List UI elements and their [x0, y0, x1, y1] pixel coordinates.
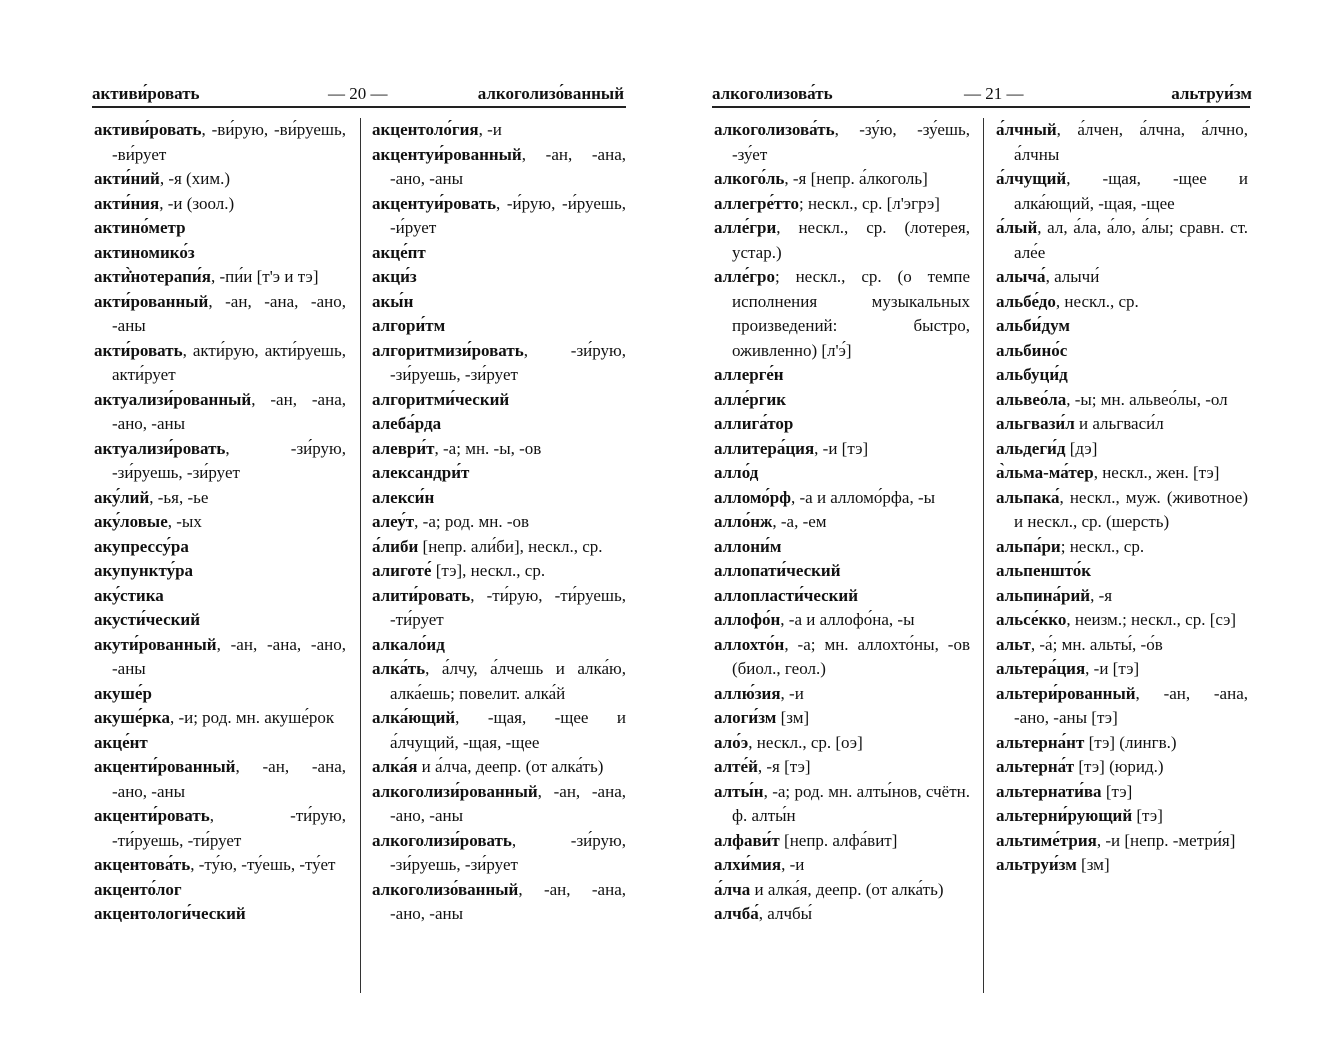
entry-headword: аллони́м: [714, 536, 782, 556]
entry-headword: а́лчущий: [996, 169, 1067, 188]
entry-definition: , -и; род. мн. акуше́рок: [169, 708, 335, 727]
entry-definition: , -ья, -ье: [149, 487, 209, 507]
running-header: [712, 82, 1252, 106]
entry-headword: альтерни́рующий: [996, 806, 1133, 825]
entry-headword: актуализи́ровать: [94, 438, 226, 458]
entry-definition: [зм]: [1076, 855, 1110, 874]
entry-headword: альтернати́ва: [996, 781, 1102, 801]
dictionary-entry: [996, 755, 1248, 780]
entry-headword: алломо́рф: [714, 487, 791, 507]
entry-headword: алкоголизо́ванный: [372, 879, 519, 899]
entry-headword: акцентуи́ровать: [372, 193, 496, 213]
header-rule: [92, 106, 626, 108]
dictionary-entry: [714, 118, 970, 167]
entry-headword: алгори́тм: [372, 316, 446, 335]
dictionary-entry: [996, 853, 1248, 878]
entry-definition: и альгваси́л: [1074, 414, 1164, 433]
entry-definition: , нескл., жен. [тэ]: [1093, 463, 1220, 482]
dictionary-entry: [372, 559, 626, 584]
entry-definition: , -ти́рую, -ти́руешь, -ти́рует: [112, 806, 346, 850]
entry-headword: альт: [996, 634, 1031, 654]
dictionary-entry: [714, 559, 970, 584]
entry-headword: алка́ть: [372, 659, 426, 678]
entry-headword: ало́э: [714, 732, 749, 752]
dictionary-entry: [94, 731, 346, 756]
entry-headword: акцентуи́рованный: [372, 144, 522, 164]
dictionary-entry: [714, 535, 970, 560]
entry-headword: алгоритми́ческий: [372, 389, 510, 409]
entry-headword: акти́рованный: [94, 291, 209, 311]
dictionary-entry: [996, 314, 1248, 339]
column-divider: [360, 118, 361, 993]
entry-definition: и алка́я, деепр. (от алка́ть): [750, 879, 944, 899]
dictionary-entry: [714, 388, 970, 413]
entry-headword: алоги́зм: [714, 708, 777, 727]
entry-definition: , -ту́ю, -ту́ешь, -ту́ет: [190, 855, 336, 874]
entry-definition: , -ых: [167, 512, 202, 531]
dictionary-entry: [714, 682, 970, 707]
entry-headword: альпака́: [996, 487, 1060, 507]
column-right: [996, 118, 1248, 878]
entry-definition: [зм]: [776, 708, 810, 727]
entry-headword: акупункту́ра: [94, 561, 194, 580]
dictionary-entry: [714, 731, 970, 756]
dictionary-entry: [372, 192, 626, 241]
dictionary-entry: [372, 314, 626, 339]
entry-headword: аллопати́ческий: [714, 561, 841, 580]
entry-headword: алити́ровать: [372, 585, 471, 605]
entry-headword: актино́метр: [94, 218, 186, 237]
entry-definition: , -и [тэ]: [1085, 659, 1140, 678]
running-header: [92, 82, 624, 106]
entry-definition: , -а и аллофо́на, -ы: [780, 610, 915, 629]
entry-headword: акы́н: [372, 291, 414, 311]
dictionary-entry: [94, 265, 346, 290]
entry-headword: активи́ровать: [94, 120, 202, 139]
entry-headword: алкого́ль: [714, 169, 785, 188]
entry-headword: а̀льма-ма́тер: [996, 463, 1094, 482]
dictionary-entry: [996, 290, 1248, 315]
dictionary-entry: [94, 633, 346, 682]
entry-headword: альвео́ла: [996, 389, 1067, 409]
entry-definition: [непр. алфа́вит]: [779, 830, 898, 850]
entry-definition: , -и: [781, 855, 805, 874]
entry-headword: алле́ргик: [714, 389, 787, 409]
entry-headword: акуше́р: [94, 683, 152, 703]
entry-definition: , а́лчу, а́лчешь и алка́ю, алка́ешь; повелит. алка́й: [390, 659, 626, 703]
entry-headword: алло́нж: [714, 512, 773, 531]
dictionary-entry: [372, 535, 626, 560]
dictionary-entry: [372, 755, 626, 780]
entry-headword: аллегре́тто: [714, 193, 799, 213]
entry-headword: алиготе́: [372, 561, 432, 580]
entry-headword: алле́гро: [714, 267, 775, 286]
entry-definition: , -ан, -ана, -ано, -аны [тэ]: [1014, 683, 1248, 727]
entry-headword: алка́я: [372, 757, 418, 776]
entry-headword: алчба́: [714, 904, 759, 923]
entry-headword: аку́лий: [94, 487, 150, 507]
entry-definition: , -я [тэ]: [757, 757, 811, 776]
dictionary-entry: [372, 143, 626, 192]
entry-headword: алты́н: [714, 781, 764, 801]
entry-definition: [тэ], нескл., ср.: [431, 561, 546, 580]
dictionary-entry: [372, 878, 626, 927]
dictionary-entry: [714, 633, 970, 682]
entry-headword: алеба́рда: [372, 414, 442, 433]
dictionary-entry: [372, 780, 626, 829]
dictionary-entry: [714, 486, 970, 511]
entry-definition: , алчбы́: [758, 904, 813, 923]
entry-headword: альтиме́трия: [996, 830, 1097, 850]
entry-headword: а́лчный: [996, 120, 1057, 139]
dictionary-entry: [714, 437, 970, 462]
entry-definition: , -и: [478, 120, 502, 139]
entry-definition: , -зи́рую, -зи́руешь, -зи́рует: [390, 830, 626, 874]
header-last-word: алкоголизо́ванный: [477, 84, 624, 103]
entry-headword: алка́ющий: [372, 708, 456, 727]
column-divider: [983, 118, 984, 993]
entry-headword: алкоголизи́рованный: [372, 781, 538, 801]
entry-definition: , -ан, -ана, -ано, -аны: [390, 879, 626, 923]
entry-definition: , -а; мн. аллохто́ны, -ов (биол., геол.): [732, 634, 970, 678]
dictionary-entry: [94, 608, 346, 633]
dictionary-entry: [996, 559, 1248, 584]
dictionary-entry: [372, 633, 626, 658]
dictionary-entry: [94, 682, 346, 707]
entry-definition: , нескл., ср.: [1055, 291, 1139, 311]
entry-headword: аллитера́ция: [714, 438, 815, 458]
entry-headword: акти́ний: [94, 169, 160, 188]
entry-headword: альгвази́л: [996, 414, 1075, 433]
dictionary-entry: [372, 461, 626, 486]
dictionary-entry: [372, 584, 626, 633]
entry-headword: акце́нт: [94, 732, 148, 752]
entry-definition: и а́лча, деепр. (от алка́ть): [417, 757, 604, 776]
entry-headword: акусти́ческий: [94, 610, 200, 629]
dictionary-entry: [94, 241, 346, 266]
column-left: [94, 118, 346, 927]
entry-headword: акценти́ровать: [94, 806, 210, 825]
entry-headword: акценто́лог: [94, 879, 182, 899]
dictionary-entry: [714, 584, 970, 609]
dictionary-entry: [94, 535, 346, 560]
entry-headword: алхи́мия: [714, 855, 782, 874]
dictionary-entry: [996, 339, 1248, 364]
entry-definition: , -я [непр. а́лкоголь]: [784, 169, 928, 188]
dictionary-entry: [94, 853, 346, 878]
dictionary-entry: [94, 706, 346, 731]
dictionary-entry: [372, 437, 626, 462]
entry-headword: алле́гри: [714, 218, 777, 237]
entry-headword: альтерна́нт: [996, 732, 1085, 752]
dictionary-entry: [94, 339, 346, 388]
entry-headword: аллохто́н: [714, 634, 785, 654]
entry-headword: акупрессу́ра: [94, 536, 189, 556]
dictionary-entry: [94, 167, 346, 192]
dictionary-entry: [996, 412, 1248, 437]
dictionary-entry: [714, 608, 970, 633]
dictionary-entry: [996, 388, 1248, 413]
dictionary-entry: [996, 486, 1248, 535]
entry-headword: аку́ловые: [94, 512, 168, 531]
dictionary-entry: [714, 706, 970, 731]
entry-headword: актиномико́з: [94, 242, 195, 262]
entry-definition: , алычи́: [1045, 267, 1100, 286]
entry-headword: алфави́т: [714, 830, 780, 850]
entry-headword: акти́ровать: [94, 340, 183, 360]
page-left: [0, 0, 660, 1045]
dictionary-entry: [714, 363, 970, 388]
entry-definition: , -зу́ю, -зу́ешь, -зу́ет: [732, 120, 970, 164]
entry-definition: , -и́рую, -и́руешь, -и́рует: [390, 193, 626, 237]
dictionary-entry: [996, 437, 1248, 462]
dictionary-entry: [94, 118, 346, 167]
entry-headword: альби́дум: [996, 316, 1070, 335]
entry-headword: акути́рованный: [94, 634, 217, 654]
entry-headword: алкало́ид: [372, 634, 445, 654]
dictionary-entry: [94, 216, 346, 241]
entry-headword: алкоголизи́ровать: [372, 830, 512, 850]
dictionary-entry: [372, 657, 626, 706]
column-right: [372, 118, 626, 927]
entry-headword: алте́й: [714, 757, 758, 776]
dictionary-entry: [996, 829, 1248, 854]
dictionary-entry: [996, 216, 1248, 265]
dictionary-entry: [94, 878, 346, 903]
dictionary-entry: [996, 535, 1248, 560]
entry-definition: , нескл., ср. (лотерея, устар.): [732, 218, 970, 262]
dictionary-entry: [714, 510, 970, 535]
entry-headword: аллю́зия: [714, 683, 781, 703]
entry-headword: альтера́ция: [996, 659, 1086, 678]
dictionary-entry: [94, 290, 346, 339]
dictionary-entry: [996, 584, 1248, 609]
dictionary-entry: [996, 118, 1248, 167]
entry-definition: , -а; мн. -ы, -ов: [434, 438, 542, 458]
dictionary-entry: [372, 829, 626, 878]
entry-definition: , -и (зоол.): [159, 193, 235, 213]
dictionary-entry: [94, 192, 346, 217]
dictionary-entry: [996, 265, 1248, 290]
entry-headword: акуше́рка: [94, 708, 170, 727]
entry-definition: , акти́рую, акти́руешь, акти́рует: [112, 340, 346, 384]
entry-definition: [тэ]: [1101, 781, 1133, 801]
dictionary-entry: [714, 216, 970, 265]
entry-headword: аллопласти́ческий: [714, 585, 859, 605]
dictionary-entry: [996, 804, 1248, 829]
dictionary-entry: [714, 902, 970, 927]
entry-definition: , -я (хим.): [159, 169, 230, 188]
entry-definition: , а́лчен, а́лчна, а́лчно, а́лчны: [1014, 120, 1248, 164]
header-first-word: алкоголизова́ть: [712, 84, 833, 103]
dictionary-entry: [94, 584, 346, 609]
entry-headword: а́лый: [996, 218, 1038, 237]
entry-definition: [тэ] (лингв.): [1084, 732, 1177, 752]
entry-definition: , -зи́рую, -зи́руешь, -зи́рует: [390, 340, 626, 384]
dictionary-entry: [372, 486, 626, 511]
entry-headword: алекси́н: [372, 487, 435, 507]
entry-definition: , -щая, -щее и а́лчущий, -щая, -щее: [390, 708, 626, 752]
entry-definition: , -а́; мн. альты́, -о́в: [1030, 634, 1163, 654]
dictionary-entry: [714, 265, 970, 363]
dictionary-entry: [714, 878, 970, 903]
page-right: [690, 0, 1340, 1045]
dictionary-entry: [94, 902, 346, 927]
entry-definition: , -ан, -ана, -ано, -аны: [112, 757, 346, 801]
entry-headword: альпа́ри: [996, 536, 1061, 556]
header-last-word: альтруи́зм: [1171, 84, 1252, 103]
entry-definition: ; нескл., ср. [л'эгрэ]: [798, 193, 940, 213]
dictionary-entry: [714, 167, 970, 192]
entry-definition: , -я: [1090, 585, 1113, 605]
dictionary-entry: [372, 339, 626, 388]
entry-headword: альсе́кко: [996, 610, 1067, 629]
entry-definition: , -ан, -ана, -ано, -аны: [390, 781, 626, 825]
dictionary-entry: [996, 167, 1248, 216]
entry-headword: альпеншто́к: [996, 561, 1092, 580]
dictionary-entry: [996, 731, 1248, 756]
entry-definition: , -а, -ем: [772, 512, 827, 531]
dictionary-entry: [94, 437, 346, 486]
dictionary-entry: [372, 412, 626, 437]
entry-headword: альбе́до: [996, 291, 1056, 311]
dictionary-entry: [714, 755, 970, 780]
dictionary-entry: [714, 829, 970, 854]
entry-headword: аллига́тор: [714, 414, 794, 433]
dictionary-entry: [372, 388, 626, 413]
entry-definition: , -зи́рую, -зи́руешь, -зи́рует: [112, 438, 346, 482]
entry-definition: , -ан, -ана, -ано, -аны: [112, 291, 346, 335]
entry-headword: акце́пт: [372, 242, 426, 262]
dictionary-entry: [372, 241, 626, 266]
dictionary-entry: [94, 804, 346, 853]
page-number: — 20 —: [328, 84, 388, 103]
entry-definition: , нескл., ср. [оэ]: [748, 732, 863, 752]
header-rule: [712, 106, 1250, 108]
dictionary-entry: [94, 559, 346, 584]
dictionary-entry: [372, 706, 626, 755]
entry-definition: , -ви́рую, -ви́руешь, -ви́рует: [112, 120, 346, 164]
dictionary-entry: [996, 780, 1248, 805]
entry-headword: акци́з: [372, 267, 417, 286]
entry-headword: алло́д: [714, 463, 759, 482]
entry-definition: , -и [непр. -метри́я]: [1096, 830, 1236, 850]
dictionary-entry: [372, 265, 626, 290]
entry-headword: аллофо́н: [714, 610, 781, 629]
entry-headword: алгоритмизи́ровать: [372, 340, 524, 360]
dictionary-entry: [94, 510, 346, 535]
entry-definition: , -пи́и [т'э и тэ]: [210, 267, 319, 286]
entry-headword: акценти́рованный: [94, 757, 236, 776]
dictionary-entry: [996, 682, 1248, 731]
entry-headword: аку́стика: [94, 585, 164, 605]
entry-definition: , неизм.; нескл., ср. [сэ]: [1066, 610, 1237, 629]
header-first-word: активи́ровать: [92, 84, 200, 103]
entry-headword: александри́т: [372, 463, 470, 482]
dictionary-entry: [372, 118, 626, 143]
entry-headword: альдеги́д: [996, 438, 1066, 458]
entry-headword: альпина́рий: [996, 585, 1091, 605]
entry-definition: , -и: [780, 683, 804, 703]
entry-headword: акцентова́ть: [94, 855, 191, 874]
dictionary-entry: [714, 853, 970, 878]
dictionary-entry: [996, 633, 1248, 658]
dictionary-entry: [714, 412, 970, 437]
dictionary-entry: [996, 363, 1248, 388]
entry-definition: , -ан, -ана, -ано, -аны: [112, 389, 346, 433]
entry-definition: ; нескл., ср. (о темпе исполнения музыкальных произведений: быстро, оживленно) [л'э́]: [732, 267, 970, 360]
entry-definition: , -ы; мн. альвео́лы, -ол: [1066, 389, 1228, 409]
entry-headword: аллерге́н: [714, 365, 784, 384]
dictionary-entry: [94, 755, 346, 804]
dictionary-entry: [94, 486, 346, 511]
dictionary-entry: [714, 780, 970, 829]
entry-definition: , -ан, -ана, -ано, -аны: [390, 144, 626, 188]
entry-headword: алеври́т: [372, 438, 435, 458]
entry-headword: альтери́рованный: [996, 683, 1136, 703]
entry-definition: , -ан, -ана, -ано, -аны: [112, 634, 346, 678]
dictionary-entry: [372, 290, 626, 315]
entry-headword: актуализи́рованный: [94, 389, 252, 409]
entry-headword: альбино́с: [996, 340, 1068, 360]
entry-definition: [тэ] (юрид.): [1074, 757, 1164, 776]
entry-definition: , -ти́рую, -ти́руешь, -ти́рует: [390, 585, 626, 629]
entry-definition: [дэ]: [1065, 438, 1098, 458]
column-left: [714, 118, 970, 927]
entry-definition: , нескл., муж. (животное) и нескл., ср. (шерсть): [1014, 487, 1248, 531]
entry-definition: , ал, а́ла, а́ло, а́лы; сравн. ст. але́е: [1014, 218, 1248, 262]
entry-headword: альтруи́зм: [996, 855, 1077, 874]
entry-definition: , -а; род. мн. -ов: [414, 512, 530, 531]
entry-definition: , -и [тэ]: [814, 438, 869, 458]
entry-definition: [тэ]: [1132, 806, 1163, 825]
entry-definition: ; нескл., ср.: [1060, 536, 1145, 556]
entry-definition: , -щая, -щее и алка́ющий, -щая, -щее: [1014, 169, 1248, 213]
dictionary-entry: [996, 461, 1248, 486]
entry-headword: акцентоло́гия: [372, 120, 479, 139]
dictionary-entry: [94, 388, 346, 437]
dictionary-entry: [714, 461, 970, 486]
entry-headword: а́лча: [714, 879, 751, 899]
dictionary-entry: [996, 657, 1248, 682]
entry-definition: , -а и алломо́рфа, -ы: [790, 487, 936, 507]
entry-headword: альбуци́д: [996, 365, 1068, 384]
entry-headword: акти̇̀нотерапи́я: [94, 267, 211, 286]
entry-headword: акцентологи́ческий: [94, 904, 246, 923]
entry-headword: алкоголизова́ть: [714, 120, 835, 139]
entry-headword: альтерна́т: [996, 757, 1075, 776]
dictionary-entry: [714, 192, 970, 217]
dictionary-entry: [996, 608, 1248, 633]
entry-headword: а́либи: [372, 536, 419, 556]
entry-headword: алыча́: [996, 267, 1046, 286]
entry-headword: алеу́т: [372, 512, 415, 531]
entry-definition: , -а; род. мн. алты́нов, счётн. ф. алты́н: [732, 781, 970, 825]
entry-headword: акти́ния: [94, 193, 160, 213]
page-number: — 21 —: [964, 84, 1024, 103]
entry-definition: [непр. али́би], нескл., ср.: [418, 536, 603, 556]
dictionary-entry: [372, 510, 626, 535]
